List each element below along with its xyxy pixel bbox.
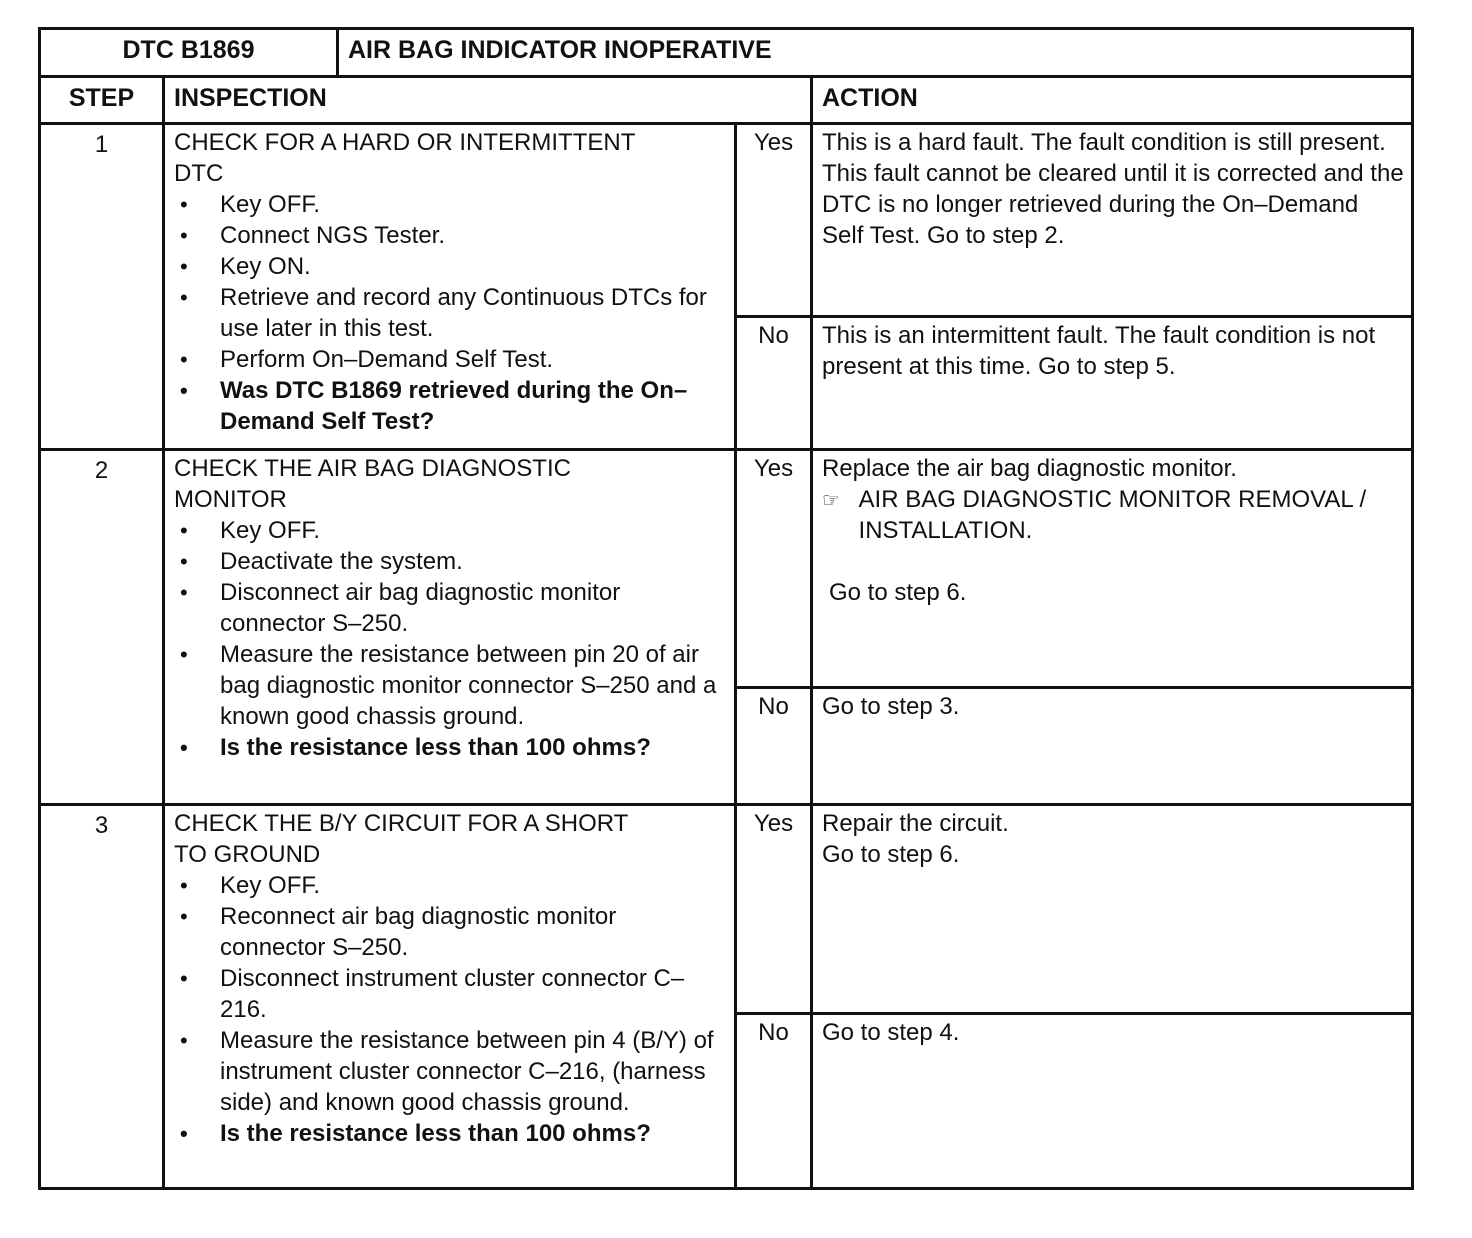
bullet-item: • Key ON.: [174, 251, 728, 282]
no-action: Go to step 3.: [822, 693, 960, 720]
dtc-procedure-table: [38, 27, 1414, 1190]
yes-label: Yes: [737, 125, 813, 315]
bullet-item: • Perform On–Demand Self Test.: [174, 344, 728, 375]
step-row-2: [41, 451, 1411, 806]
step-row-3: [41, 806, 1411, 1187]
bullet-item: • Disconnect instrument cluster connector C–216.: [174, 963, 728, 1025]
title-row: [41, 30, 1411, 78]
dtc-title: AIR BAG INDICATOR INOPERATIVE: [348, 36, 772, 64]
question-bullet: • Is the resistance less than 100 ohms?: [174, 732, 728, 763]
column-header-action: ACTION: [822, 84, 918, 112]
column-header-step: STEP: [41, 78, 165, 122]
bullet-item: • Measure the resistance between pin 20 of air bag diagnostic monitor connector S–250 and a known good chassis ground.: [174, 639, 728, 732]
yes-action-cell: [813, 806, 1411, 1012]
answer-column: [737, 451, 1411, 803]
bullet-item: • Reconnect air bag diagnostic monitor connector S–250.: [174, 901, 728, 963]
yes-goto: Go to step 6.: [829, 579, 967, 606]
inspection-cell: [165, 125, 737, 448]
question-bullet: • Is the resistance less than 100 ohms?: [174, 1118, 728, 1149]
bullet-item: • Disconnect air bag diagnostic monitor connector S–250.: [174, 577, 728, 639]
no-action: Go to step 4.: [822, 1019, 960, 1046]
no-branch: [737, 318, 1411, 448]
no-label: No: [737, 1015, 813, 1187]
step-row-1: [41, 125, 1411, 451]
inspection-bullets: [174, 870, 728, 1149]
step-number: 3: [41, 806, 165, 1187]
yes-goto: Go to step 6.: [822, 841, 960, 868]
inspection-cell: [165, 451, 737, 803]
no-branch: [737, 1015, 1411, 1187]
bullet-item: • Key OFF.: [174, 870, 728, 901]
bullet-item: • Retrieve and record any Continuous DTCs for use later in this test.: [174, 282, 728, 344]
bullet-item: • Measure the resistance between pin 4 (B/Y) of instrument cluster connector C–216, (harness side) and known good chassis ground.: [174, 1025, 728, 1118]
answer-column: [737, 806, 1411, 1187]
bullet-item: • Connect NGS Tester.: [174, 220, 728, 251]
check-title: CHECK THE AIR BAG DIAGNOSTIC MONITOR: [174, 455, 571, 513]
step-number: 2: [41, 451, 165, 803]
bullet-item: • Key OFF.: [174, 189, 728, 220]
yes-action-cell: [813, 451, 1411, 686]
yes-label: Yes: [737, 806, 813, 1012]
column-header-inspection: INSPECTION: [165, 78, 813, 122]
bullet-item: • Key OFF.: [174, 515, 728, 546]
yes-branch: [737, 806, 1411, 1015]
yes-branch: [737, 451, 1411, 689]
question-bullet: • Was DTC B1869 retrieved during the On–Demand Self Test?: [174, 375, 728, 437]
reference-text: AIR BAG DIAGNOSTIC MONITOR REMOVAL / INSTALLATION.: [858, 486, 1367, 544]
reference-link[interactable]: [822, 484, 1405, 546]
hand-pointer-icon: ☞: [822, 490, 840, 512]
yes-branch: [737, 125, 1411, 318]
inspection-bullets: [174, 515, 728, 763]
inspection-bullets: [174, 189, 728, 437]
yes-action: This is a hard fault. The fault condition is still present. This fault cannot be cleared until it is corrected and the DTC is no longer retrieved during the On–Demand Self Test. Go to step 2.: [822, 129, 1404, 249]
dtc-code: DTC B1869: [41, 30, 339, 75]
step-number: 1: [41, 125, 165, 448]
answer-column: [737, 125, 1411, 448]
bullet-item: • Deactivate the system.: [174, 546, 728, 577]
column-header-row: [41, 78, 1411, 125]
check-title: CHECK THE B/Y CIRCUIT FOR A SHORT TO GROUND: [174, 810, 629, 868]
no-label: No: [737, 689, 813, 803]
no-action: This is an intermittent fault. The fault condition is not present at this time. Go to step 5.: [822, 322, 1376, 380]
inspection-cell: [165, 806, 737, 1187]
yes-label: Yes: [737, 451, 813, 686]
no-label: No: [737, 318, 813, 448]
yes-action: Replace the air bag diagnostic monitor.: [822, 455, 1237, 482]
check-title: CHECK FOR A HARD OR INTERMITTENT DTC: [174, 129, 636, 187]
yes-action: Repair the circuit.: [822, 810, 1009, 837]
no-branch: [737, 689, 1411, 803]
